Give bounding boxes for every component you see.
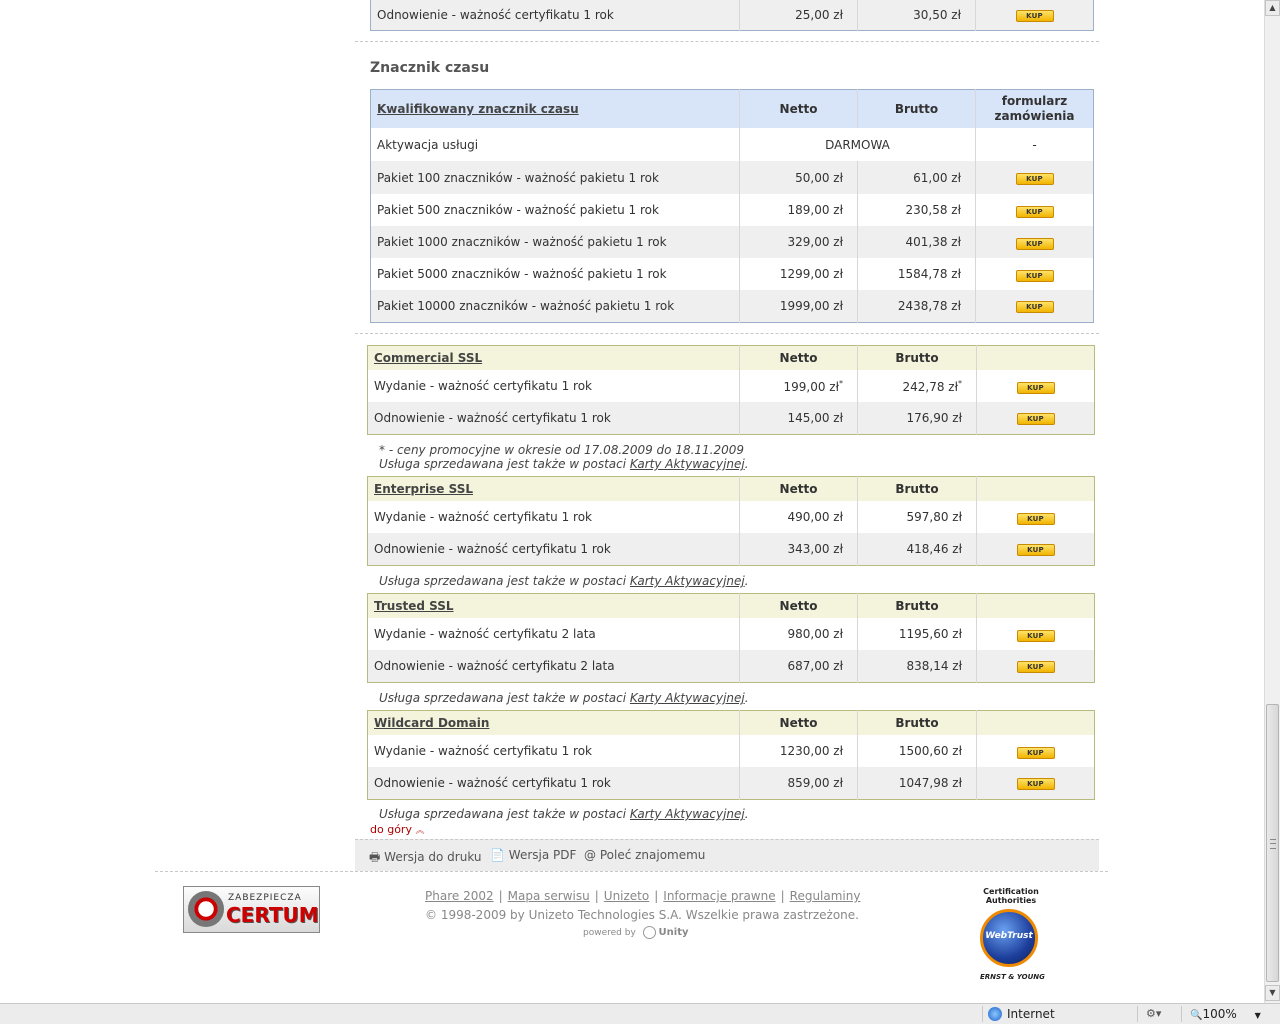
back-to-top-link[interactable] [370,823,424,836]
copyright: © 1998-2009 by Unizeto Technologies S.A. Wszelkie prawa zastrzeżone. [425,908,859,922]
table-header [368,594,1095,619]
enterprise-ssl-table [367,476,1095,566]
unity-name: Unity [658,927,689,938]
product-name: Odnowienie - ważność certyfikatu 1 rok [368,533,740,565]
previous-price-table [370,0,1094,31]
netto-price: 1999,00 zł [740,290,858,322]
zoom-control[interactable] [1190,1007,1261,1021]
brutto-price: 61,00 zł [858,161,976,194]
product-name: Pakiet 5000 znaczników - ważność pakietu 1 rok [371,258,740,290]
netto-price: 490,00 zł [787,510,843,524]
brutto-price: 1195,60 zł [898,627,962,641]
netto-price: 859,00 zł [787,775,843,790]
buy-button[interactable]: KUP [1016,238,1054,250]
brutto-price: 401,38 zł [858,226,976,258]
padlock-icon [188,891,224,927]
activation-card-link[interactable]: Karty Aktywacyjnej [629,457,745,471]
free-price: DARMOWA [740,128,976,161]
table-header [371,90,1094,129]
activation-card-note [379,691,749,705]
unity-logo-icon [643,926,656,939]
product-name: Pakiet 500 znaczników - ważność pakietu 1 rok [371,194,740,226]
browser-status-bar [0,1003,1280,1024]
security-zone: Internet [1007,1007,1055,1021]
section-divider [355,41,1099,42]
form-placeholder: - [976,128,1094,161]
buy-button[interactable]: KUP [1017,661,1055,673]
brutto-price: 838,14 zł [906,658,962,673]
footer-links [425,889,860,903]
table-row [371,161,1094,194]
webtrust-caption: Certification Authorities [983,887,1039,905]
activation-card-link[interactable]: Karty Aktywacyjnej [629,574,745,588]
product-name: Odnowienie - ważność certyfikatu 1 rok [368,767,740,799]
table-row [371,128,1094,161]
netto-price: 687,00 zł [787,658,843,673]
table-row [368,735,1095,767]
ernst-young-logo: ERNST & YOUNG [980,973,1045,981]
promo-asterisk: * [958,378,962,388]
powered-by-label: powered by [583,928,636,938]
table-header [368,711,1095,736]
footer-divider [155,871,1108,872]
note-text: Usługa sprzedawana jest także w postaci [379,574,630,588]
note-text: Usługa sprzedawana jest także w postaci [379,807,630,821]
scroll-up-arrow-icon[interactable]: ▲ [1265,0,1280,16]
promo-note: * - ceny promocyjne w okresie od 17.08.2009 do 18.11.2009 [379,443,745,457]
promo-asterisk: * [839,378,843,388]
netto-price: 1230,00 zł [779,744,843,758]
section-divider [355,333,1099,334]
brutto-price: 242,78 zł [902,379,958,394]
buy-button[interactable]: KUP [1017,778,1055,790]
note-text: Usługa sprzedawana jest także w postaci [379,457,630,471]
at-sign-icon: @ [584,848,596,862]
powered-by [583,926,689,939]
buy-button[interactable]: KUP [1017,747,1055,759]
table-row [368,501,1095,533]
brutto-price: 176,90 zł [906,410,962,425]
brutto-price: 1584,78 zł [858,258,976,290]
netto-price: 1299,00 zł [740,258,858,290]
page-tools-bar [355,839,1099,871]
product-name: Pakiet 100 znaczników - ważność pakietu 1 rok [371,161,740,194]
buy-button[interactable]: KUP [1017,382,1055,394]
buy-button[interactable]: KUP [1016,270,1054,282]
table-row [371,226,1094,258]
activation-card-link[interactable]: Karty Aktywacyjnej [629,691,745,705]
table-row [371,258,1094,290]
certum-badge[interactable] [183,886,320,933]
product-name: Wydanie - ważność certyfikatu 1 rok [368,735,740,767]
product-name: Pakiet 1000 znaczników - ważność pakietu 1 rok [371,226,740,258]
enterprise-product-link[interactable]: Enterprise SSL [374,482,474,496]
netto-price: 199,00 zł [783,379,839,394]
zoom-level: 100% [1202,1007,1237,1021]
product-name: Odnowienie - ważność certyfikatu 1 rok [368,402,740,434]
timestamp-product-link[interactable]: Kwalifikowany znacznik czasu [377,102,579,116]
brutto-header: Brutto [858,477,977,502]
empty-header [977,594,1095,619]
activation-card-note [379,574,749,588]
buy-button[interactable]: KUP [1017,630,1055,642]
footer-link[interactable]: Phare 2002 [425,889,494,903]
pdf-version-link[interactable] [490,848,576,862]
netto-header: Netto [740,594,858,619]
double-chevron-up-icon: ︽ [415,826,425,836]
pdf-icon: 📄 [490,848,505,862]
note-end: . [744,574,749,588]
brutto-price: 2438,78 zł [858,290,976,322]
printer-icon: 🖶 [369,850,381,864]
link-separator: | [498,889,503,903]
table-row [368,533,1095,565]
globe-icon [980,909,1038,967]
buy-button[interactable]: KUP [1017,544,1055,556]
webtrust-name: WebTrust [985,931,1033,941]
chevron-down-icon: ▼ [1254,1011,1261,1020]
brutto-header: Brutto [858,90,976,129]
table-header [368,477,1095,502]
timestamp-price-table [370,89,1094,323]
pdf-label: Wersja PDF [508,848,577,862]
brutto-header: Brutto [858,346,977,371]
link-separator: | [780,889,785,903]
netto-header: Netto [740,711,858,736]
back-to-top-label: do góry [370,823,412,836]
protected-mode-icon[interactable]: ⚙▾ [1146,1007,1162,1020]
note-text: Usługa sprzedawana jest także w postaci [379,691,630,705]
netto-price: 25,00 zł [740,0,858,31]
commercial-ssl-table [367,345,1095,435]
product-name: Odnowienie - ważność certyfikatu 1 rok [371,0,740,31]
note-end: . [744,691,749,705]
footer-link[interactable]: Regulaminy [789,889,861,903]
table-row [371,194,1094,226]
netto-header: Netto [740,477,858,502]
trusted-product-link[interactable]: Trusted SSL [374,599,454,613]
empty-header [977,711,1095,736]
netto-price: 329,00 zł [740,226,858,258]
order-form-header: formularz zamówienia [976,90,1094,129]
brutto-header: Brutto [858,594,977,619]
footer-link[interactable]: Unizeto [603,889,650,903]
print-label: Wersja do druku [384,850,482,864]
note-end: . [744,457,749,471]
wildcard-product-link[interactable]: Wildcard Domain [374,716,490,730]
netto-header: Netto [740,90,858,129]
webtrust-seal[interactable] [972,887,1050,983]
link-separator: | [594,889,599,903]
print-version-link[interactable] [369,848,482,869]
recommend-link[interactable] [584,848,705,862]
certum-top-text: ZABEZPIECZA [228,893,302,903]
trusted-ssl-table [367,593,1095,683]
netto-price: 145,00 zł [787,410,843,425]
product-name: Aktywacja usługi [371,128,740,161]
footer-link[interactable]: Mapa serwisu [507,889,590,903]
brutto-price: 597,80 zł [906,510,962,524]
magnifier-icon: 🔍 [1190,1010,1203,1021]
netto-price: 50,00 zł [740,161,858,194]
note-end: . [744,807,749,821]
scroll-down-arrow-icon[interactable]: ▼ [1265,985,1280,1001]
product-name: Wydanie - ważność certyfikatu 1 rok [368,501,740,533]
certum-name: CERTUM [226,903,319,927]
product-name: Wydanie - ważność certyfikatu 1 rok [368,370,740,402]
buy-button[interactable]: KUP [1016,206,1054,218]
product-name: Wydanie - ważność certyfikatu 2 lata [368,618,740,650]
buy-button[interactable]: KUP [1017,413,1055,425]
product-name: Pakiet 10000 znaczników - ważność pakietu 1 rok [371,290,740,322]
buy-button[interactable]: KUP [1016,173,1054,185]
netto-price: 343,00 zł [787,541,843,556]
activation-card-link[interactable]: Karty Aktywacyjnej [629,807,745,821]
netto-header: Netto [740,346,858,371]
empty-header [977,346,1095,371]
buy-button[interactable]: KUP [1016,10,1054,22]
buy-button[interactable]: KUP [1016,301,1054,313]
brutto-price: 230,58 zł [858,194,976,226]
brutto-price: 1500,60 zł [898,744,962,758]
scroll-thumb[interactable] [1266,704,1279,982]
table-row [368,618,1095,650]
brutto-price: 30,50 zł [858,0,976,31]
section-title: Znacznik czasu [370,60,490,76]
product-name: Odnowienie - ważność certyfikatu 2 lata [368,650,740,682]
link-separator: | [654,889,659,903]
table-row [368,402,1095,434]
footer-link[interactable]: Informacje prawne [663,889,776,903]
netto-price: 980,00 zł [787,627,843,641]
buy-button[interactable]: KUP [1017,513,1055,525]
recommend-label: Poleć znajomemu [599,848,706,862]
globe-zone-icon [988,1007,1002,1021]
table-row [368,650,1095,682]
table-row [368,370,1095,402]
brutto-price: 418,46 zł [906,541,962,556]
activation-card-note [379,807,749,821]
activation-card-note [379,457,749,471]
table-row [368,767,1095,799]
wildcard-ssl-table [367,710,1095,800]
brutto-price: 1047,98 zł [898,775,962,790]
vertical-scrollbar[interactable] [1264,0,1280,1003]
commercial-product-link[interactable]: Commercial SSL [374,351,483,365]
netto-price: 189,00 zł [740,194,858,226]
empty-header [977,477,1095,502]
table-header [368,346,1095,371]
table-row [371,290,1094,322]
scroll-grip-icon [1270,839,1276,849]
table-row [371,0,1094,31]
brutto-header: Brutto [858,711,977,736]
